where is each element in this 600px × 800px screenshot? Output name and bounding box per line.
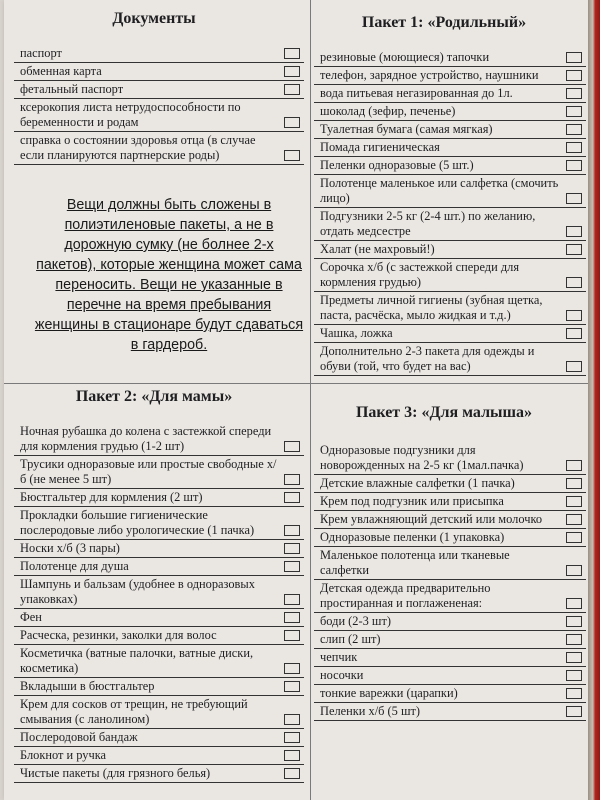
item-label: Маленькое полотенца или тканевые салфетки — [320, 548, 510, 577]
checkbox[interactable] — [284, 84, 300, 95]
column-divider — [310, 0, 311, 800]
item-label: Халат (не махровый!) — [320, 242, 435, 256]
packing-notice: Вещи должны быть сложены в полиэтиленовые пакеты, а не в дорожную сумку (не болнее 2-х пакетов), которые женщина может сама переносить. Вещи не указанные в перечне на время пребывания женщины в стационаре будут сдаваться в гардероб. — [34, 197, 304, 353]
checklist-item — [314, 139, 586, 157]
checklist-item — [314, 208, 586, 241]
checkbox[interactable] — [566, 226, 582, 237]
item-label: справка о состоянии здоровья отца (в случае если планируются партнерские роды) — [20, 133, 256, 162]
pack1-title: Пакет 1: «Родильный» — [361, 14, 527, 31]
checklist-item — [14, 540, 304, 558]
item-label: носочки — [320, 668, 364, 682]
checklist-item — [314, 259, 586, 292]
item-label: Подгузники 2-5 кг (2-4 шт.) по желанию, отдать медсестре — [320, 209, 536, 238]
item-label: Одноразовые пеленки (1 упаковка) — [320, 530, 505, 544]
checkbox[interactable] — [566, 598, 582, 609]
item-label: Помада гигиеническая — [320, 140, 440, 154]
item-label: Туалетная бумага (самая мягкая) — [320, 122, 493, 136]
checkbox[interactable] — [566, 565, 582, 576]
checkbox[interactable] — [566, 142, 582, 153]
section-divider — [4, 383, 588, 384]
checklist-item — [314, 529, 586, 547]
item-label: вода питьевая негазированная до 1л. — [320, 86, 513, 100]
checkbox[interactable] — [566, 496, 582, 507]
item-label: Одноразовые подгузники для новорожденных на 2-5 кг (1мал.пачка) — [320, 443, 524, 472]
checklist-item — [314, 121, 586, 139]
checkbox[interactable] — [566, 160, 582, 171]
documents-title: Документы — [112, 10, 196, 27]
checkbox[interactable] — [566, 616, 582, 627]
checkbox[interactable] — [566, 124, 582, 135]
checklist-item — [14, 609, 304, 627]
checkbox[interactable] — [284, 48, 300, 59]
item-label: Носки х/б (3 пары) — [20, 541, 120, 555]
item-label: боди (2-3 шт) — [320, 614, 391, 628]
item-label: Полотенце для душа — [20, 559, 129, 573]
checklist-item — [314, 703, 586, 721]
checklist-item — [14, 45, 304, 63]
item-label: Пеленки одноразовые (5 шт.) — [320, 158, 474, 172]
checklist-item — [314, 547, 586, 580]
checkbox[interactable] — [566, 70, 582, 81]
checklist-item — [14, 678, 304, 696]
checklist-item — [14, 81, 304, 99]
checklist-item — [314, 442, 586, 475]
item-label: чепчик — [320, 650, 358, 664]
checkbox[interactable] — [566, 706, 582, 717]
checklist-item — [314, 613, 586, 631]
checklist-item — [14, 765, 304, 783]
checklist-item — [14, 558, 304, 576]
item-label: Расческа, резинки, заколки для волос — [20, 628, 217, 642]
item-label: Предметы личной гигиены (зубная щетка, паста, расчёска, мыло жидкая и т.д.) — [320, 293, 543, 322]
checkbox[interactable] — [566, 532, 582, 543]
checklist-item — [314, 667, 586, 685]
checkbox[interactable] — [566, 361, 582, 372]
item-label: Послеродовой бандаж — [20, 730, 138, 744]
checklist-item — [314, 631, 586, 649]
checkbox[interactable] — [284, 561, 300, 572]
checklist-item — [14, 63, 304, 81]
checkbox[interactable] — [284, 630, 300, 641]
pack2-title: Пакет 2: «Для мамы» — [75, 388, 233, 405]
checkbox[interactable] — [284, 117, 300, 128]
checkbox[interactable] — [566, 688, 582, 699]
item-label: Полотенце маленькое или салфетка (смочить лицо) — [320, 176, 559, 205]
item-label: тонкие варежки (царапки) — [320, 686, 458, 700]
pack3-list — [314, 442, 586, 721]
checkbox[interactable] — [566, 670, 582, 681]
checklist-item — [314, 67, 586, 85]
item-label: Косметичка (ватные палочки, ватные диски, косметика) — [20, 646, 254, 675]
checkbox[interactable] — [566, 460, 582, 471]
checklist-item — [314, 292, 586, 325]
checklist-item — [314, 157, 586, 175]
checklist-item — [314, 241, 586, 259]
checklist-item — [314, 325, 586, 343]
checkbox[interactable] — [284, 492, 300, 503]
checklist-item — [314, 493, 586, 511]
item-label: шоколад (зефир, печенье) — [320, 104, 456, 118]
checkbox[interactable] — [284, 663, 300, 674]
item-label: Крем под подгузник или присыпка — [320, 494, 504, 508]
checklist-item — [14, 696, 304, 729]
checkbox[interactable] — [566, 478, 582, 489]
checkbox[interactable] — [284, 768, 300, 779]
item-label: Чистые пакеты (для грязного белья) — [20, 766, 211, 780]
checklist-item — [314, 85, 586, 103]
checklist-item — [14, 489, 304, 507]
checklist-item — [14, 456, 304, 489]
checklist-item — [14, 99, 304, 132]
checkbox[interactable] — [284, 714, 300, 725]
checklist-item — [314, 49, 586, 67]
checklist-item — [314, 175, 586, 208]
item-label: обменная карта — [20, 64, 102, 78]
item-label: слип (2 шт) — [320, 632, 381, 646]
checklist-item — [314, 685, 586, 703]
item-label: Детские влажные салфетки (1 пачка) — [320, 476, 515, 490]
checkbox[interactable] — [566, 514, 582, 525]
item-label: Чашка, ложка — [320, 326, 393, 340]
checklist-item — [314, 343, 586, 376]
checklist-item — [14, 132, 304, 165]
item-label: Бюстгальтер для кормления (2 шт) — [20, 490, 203, 504]
item-label: резиновые (моющиеся) тапочки — [320, 50, 490, 64]
checkbox[interactable] — [566, 310, 582, 321]
item-label: телефон, зарядное устройство, наушники — [320, 68, 539, 82]
item-label: Сорочка х/б (с застежкой спереди для кормления грудью) — [320, 260, 520, 289]
item-label: Шампунь и бальзам (удобнее в одноразовых упаковках) — [20, 577, 255, 606]
checklist-item — [14, 576, 304, 609]
checkbox[interactable] — [566, 52, 582, 63]
checkbox[interactable] — [566, 193, 582, 204]
checklist-item — [14, 507, 304, 540]
checklist-item — [314, 103, 586, 121]
item-label: Блокнот и ручка — [20, 748, 107, 762]
checkbox[interactable] — [284, 66, 300, 77]
checkbox[interactable] — [284, 543, 300, 554]
checkbox[interactable] — [566, 328, 582, 339]
checkbox[interactable] — [284, 150, 300, 161]
item-label: паспорт — [20, 46, 62, 60]
checkbox[interactable] — [284, 474, 300, 485]
checklist-item — [14, 627, 304, 645]
checkbox[interactable] — [284, 594, 300, 605]
checklist-item — [14, 729, 304, 747]
item-label: Дополнительно 2-3 пакета для одежды и обуви (той, что будет на вас) — [320, 344, 535, 373]
item-label: Крем увлажняющий детский или молочко — [320, 512, 543, 526]
item-label: Вкладыши в бюстгальтер — [20, 679, 155, 693]
item-label: Ночная рубашка до колена с застежкой спереди для кормления грудью (1-2 шт) — [20, 424, 272, 453]
documents-list — [14, 45, 304, 165]
checkbox[interactable] — [566, 88, 582, 99]
checkbox[interactable] — [566, 652, 582, 663]
checklist-item — [314, 511, 586, 529]
item-label: фетальный паспорт — [20, 82, 124, 96]
checkbox[interactable] — [566, 106, 582, 117]
item-label: Детская одежда предварительно простиранная и поглажененая: — [320, 581, 491, 610]
checkbox[interactable] — [566, 634, 582, 645]
item-label: Прокладки большие гигиенические послеродовые либо урологические (1 пачка) — [20, 508, 255, 537]
checkbox[interactable] — [284, 732, 300, 743]
item-label: Фен — [20, 610, 42, 624]
checklist-item — [14, 645, 304, 678]
item-label: Крем для сосков от трещин, не требующий смывания (с ланолином) — [20, 697, 248, 726]
pack1-list — [314, 49, 586, 376]
checklist-item — [14, 747, 304, 765]
checklist-sheet — [4, 0, 588, 800]
pack3-title: Пакет 3: «Для малыша» — [355, 404, 533, 421]
checkbox[interactable] — [284, 681, 300, 692]
checklist-item — [314, 649, 586, 667]
checkbox[interactable] — [284, 525, 300, 536]
checkbox[interactable] — [284, 441, 300, 452]
checkbox[interactable] — [284, 750, 300, 761]
item-label: Трусики одноразовые или простые свободные х/б (не менее 5 шт) — [20, 457, 277, 486]
item-label: ксерокопия листа нетрудоспособности по беременности и родам — [20, 100, 241, 129]
checkbox[interactable] — [284, 612, 300, 623]
checklist-item — [314, 475, 586, 493]
pack2-list — [14, 423, 304, 783]
checklist-item — [314, 580, 586, 613]
background-edge — [588, 0, 600, 800]
checkbox[interactable] — [566, 277, 582, 288]
checkbox[interactable] — [566, 244, 582, 255]
checklist-item — [14, 423, 304, 456]
item-label: Пеленки х/б (5 шт) — [320, 704, 421, 718]
